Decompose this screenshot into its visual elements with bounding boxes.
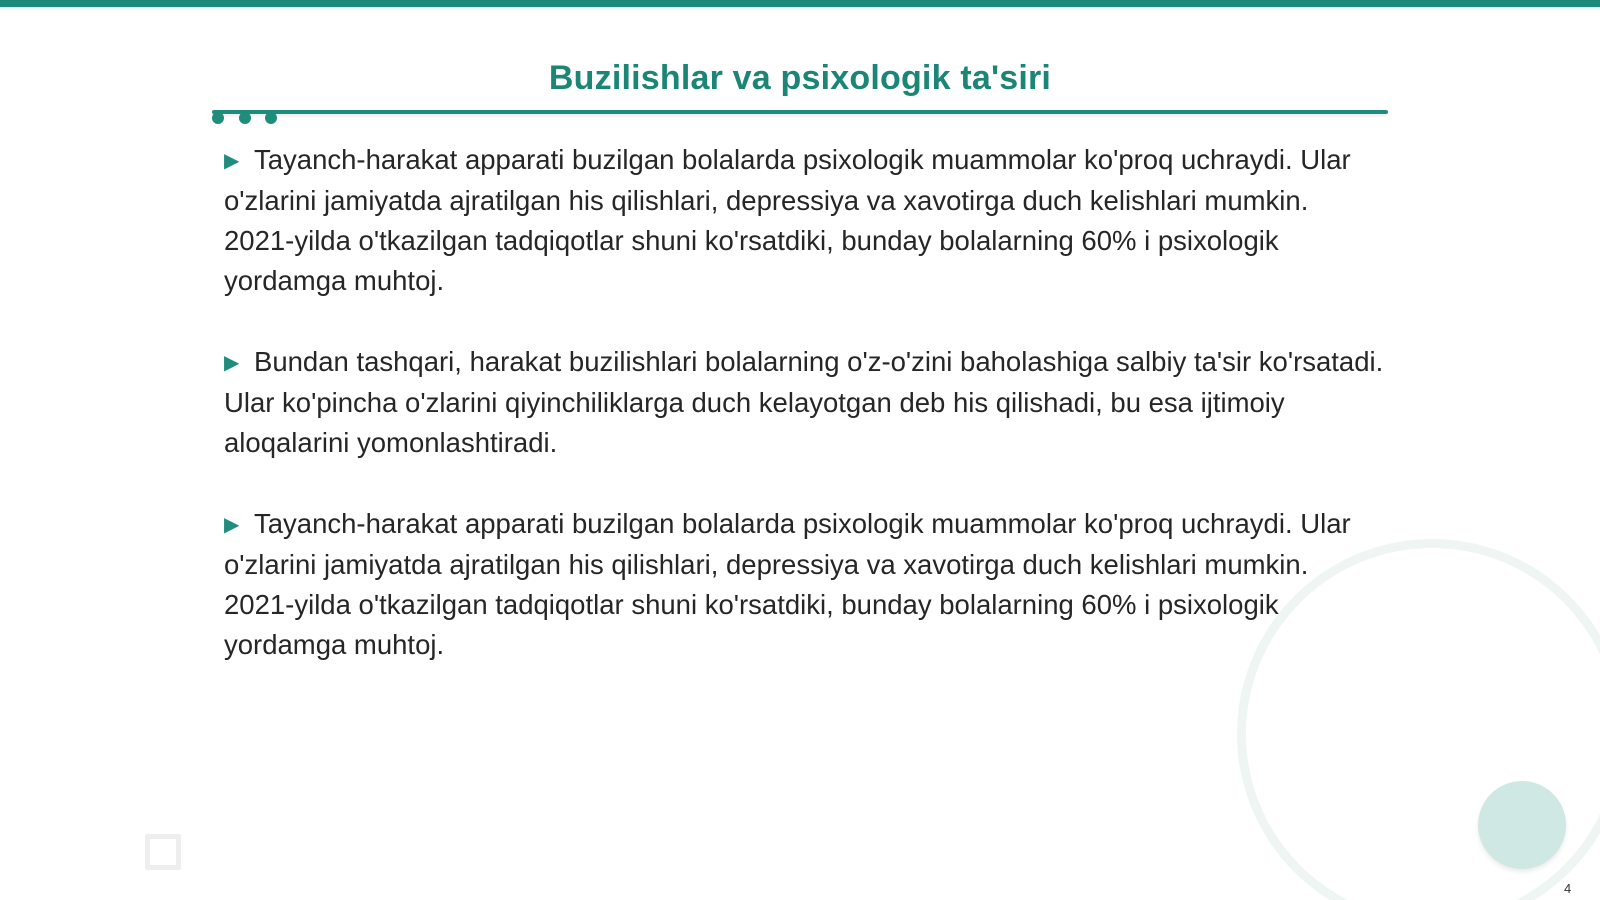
decor-circle-filled xyxy=(1478,781,1566,869)
bullet-paragraph-3 xyxy=(224,504,1384,665)
title-underline xyxy=(212,110,1388,114)
paragraph-text: Tayanch-harakat apparati buzilgan bolalarda psixologik muammolar ko'proq uchraydi. Ular o'zlarini jamiyatda ajratilgan his qilishlari, depressiya va xavotirga duch kelishlari mumkin. 2021-yilda o'tkazilgan tadqiqotlar shuni ko'rsatdiki, bunday bolalarning 60% i psixologik yordamga muhtoj. xyxy=(224,508,1351,660)
top-bar-shadow xyxy=(0,7,1600,11)
bullet-arrow-icon: ▶ xyxy=(224,150,240,172)
decor-dot xyxy=(212,112,224,124)
decor-square xyxy=(145,834,181,870)
decor-dot xyxy=(239,112,251,124)
slide-title: Buzilishlar va psixologik ta'siri xyxy=(548,59,1052,97)
bullet-arrow-icon: ▶ xyxy=(224,514,240,536)
paragraph-text: Tayanch-harakat apparati buzilgan bolalarda psixologik muammolar ko'proq uchraydi. Ular o'zlarini jamiyatda ajratilgan his qilishlari, depressiya va xavotirga duch kelishlari mumkin. 2021-yilda o'tkazilgan tadqiqotlar shuni ko'rsatdiki, bunday bolalarning 60% i psixologik yordamga muhtoj. xyxy=(224,144,1351,296)
top-accent-bar xyxy=(0,0,1600,7)
bullet-paragraph-1 xyxy=(224,140,1384,301)
bullet-arrow-icon: ▶ xyxy=(224,352,240,374)
page-number: 4 xyxy=(1564,881,1572,896)
decor-dot xyxy=(265,112,277,124)
paragraph-text: Bundan tashqari, harakat buzilishlari bolalarning o'z-o'zini baholashiga salbiy ta'sir ko'rsatadi. Ular ko'pincha o'zlarini qiyinchiliklarga duch kelayotgan deb his qilishadi, bu esa ijtimoiy aloqalarini yomonlashtiradi. xyxy=(224,346,1384,458)
slide-body xyxy=(224,140,1384,706)
bullet-paragraph-2 xyxy=(224,342,1384,463)
